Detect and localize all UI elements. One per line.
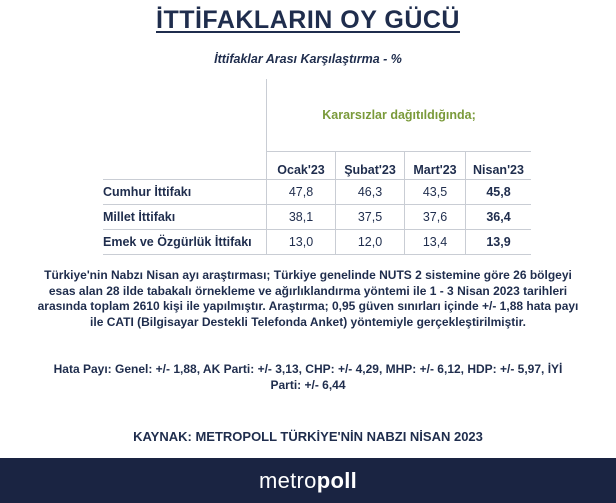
footer-bar — [0, 458, 616, 503]
table-cell: 38,1 — [267, 205, 336, 230]
column-header: Şubat'23 — [336, 152, 405, 180]
table-cell: 13,0 — [267, 230, 336, 255]
table-cell: 13,9 — [466, 230, 532, 255]
table-cell: 37,5 — [336, 205, 405, 230]
column-header: Nisan'23 — [466, 152, 532, 180]
page-subtitle: İttifaklar Arası Karşılaştırma - % — [214, 52, 402, 66]
table-row — [103, 205, 531, 230]
table-cell: 12,0 — [336, 230, 405, 255]
error-margins: Hata Payı: Genel: +/- 1,88, AK Parti: +/- 3,13, CHP: +/- 4,29, MHP: +/- 6,12, HDP: +/- 5,97, İYİ Parti: +/- 6,44 — [53, 362, 563, 392]
table-cell: 46,3 — [336, 180, 405, 205]
table-cell: 43,5 — [405, 180, 466, 205]
table-cell: 37,6 — [405, 205, 466, 230]
methodology-note: Türkiye'nin Nabzı Nisan ayı araştırması; Türkiye genelinde NUTS 2 sistemine göre 26 bölgeyi esas alan 28 ilde tabakalı örnekleme ve ağırlıklandırma yöntemi ile 1 - 3 Nisan 2023 tarihleri arasında toplam 2610 kişi ile yapılmıştır. Araştırma; 0,95 güven sınırları içinde +/- 1,88 hata payı ile CATI (Bilgisayar Destekli Telefonda Anket) yöntemiyle gerçekleştirilmiştir. — [37, 268, 579, 329]
table-row — [103, 230, 531, 255]
alliance-table — [103, 79, 531, 255]
page-title: İTTİFAKLARIN OY GÜCÜ — [156, 6, 460, 34]
table-cell: 47,8 — [267, 180, 336, 205]
row-label: Cumhur İttifakı — [103, 180, 267, 205]
band-label: Kararsızlar dağıtıldığında; — [267, 79, 532, 152]
table-cell: 36,4 — [466, 205, 532, 230]
table-cell: 45,8 — [466, 180, 532, 205]
column-header: Mart'23 — [405, 152, 466, 180]
table-row — [103, 180, 531, 205]
row-label: Emek ve Özgürlük İttifakı — [103, 230, 267, 255]
logo-bold-text: poll — [316, 467, 358, 493]
row-label: Millet İttifakı — [103, 205, 267, 230]
column-header: Ocak'23 — [267, 152, 336, 180]
source-line: KAYNAK: METROPOLL TÜRKİYE'NİN NABZI NİSAN 2023 — [133, 429, 483, 444]
table-cell: 13,4 — [405, 230, 466, 255]
logo-regular-text: metro — [258, 467, 317, 493]
metropoll-logo — [259, 468, 357, 494]
